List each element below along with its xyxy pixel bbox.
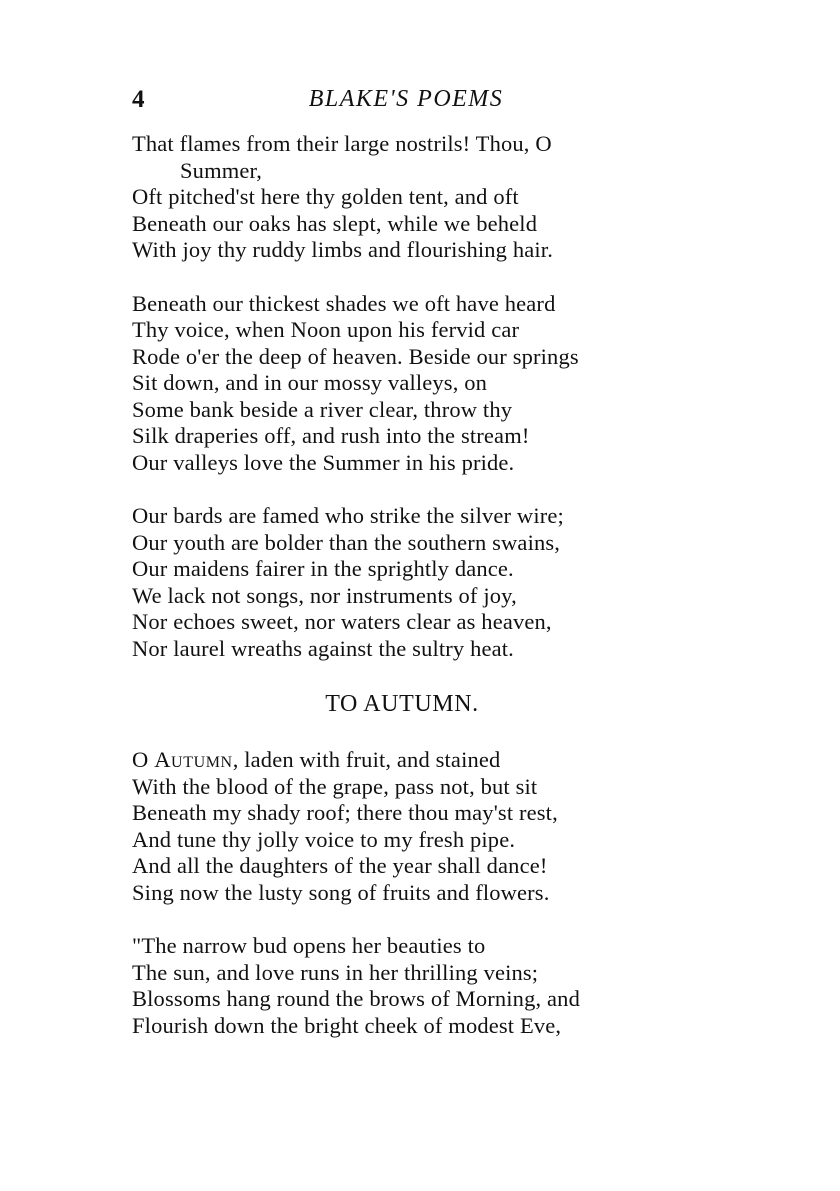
stanza-summer-3	[132, 503, 692, 662]
page-number: 4	[132, 86, 145, 113]
poem-line: Some bank beside a river clear, throw thy	[132, 396, 513, 422]
poem-line: Our valleys love the Summer in his pride.	[132, 449, 515, 475]
poem-line: Beneath my shady roof; there thou may'st rest,	[132, 800, 558, 825]
poem-line: Beneath our oaks has slept, while we beheld	[132, 210, 538, 236]
poem-line: The sun, and love runs in her thrilling veins;	[132, 959, 539, 985]
poem-line	[132, 747, 692, 774]
stanza-summer-1	[132, 131, 692, 264]
stanza-autumn-1	[132, 747, 692, 906]
poem-line: Our maidens fairer in the sprightly dance.	[132, 556, 514, 581]
poem-line: Summer,	[180, 157, 263, 183]
poem-line: Sit down, and in our mossy valleys, on	[132, 370, 488, 395]
poem-line: Oft pitched'st here thy golden tent, and oft	[132, 184, 519, 209]
line-open: O	[132, 747, 155, 772]
poem-line: And all the daughters of the year shall dance!	[132, 853, 548, 878]
page-header	[132, 86, 680, 120]
stanza-summer-2	[132, 291, 692, 477]
stanza-autumn-2	[132, 933, 692, 1039]
poem-line: And tune thy jolly voice to my fresh pipe.	[132, 826, 516, 852]
poem-line: With joy thy ruddy limbs and flourishing hair.	[132, 237, 553, 262]
smallcaps-word: Autumn	[154, 747, 233, 772]
section-title: TO AUTUMN.	[325, 691, 479, 717]
poem-line: Nor echoes sweet, nor waters clear as heaven,	[132, 609, 552, 634]
poem-line: Blossoms hang round the brows of Morning, and	[132, 986, 580, 1011]
poem-line: Our bards are famed who strike the silver wire;	[132, 503, 564, 528]
poem-line: "The narrow bud opens her beauties to	[132, 933, 486, 958]
poem-line: Thy voice, when Noon upon his fervid car	[132, 317, 520, 342]
poem-line: That flames from their large nostrils! Thou, O	[132, 131, 552, 156]
poem-line: Sing now the lusty song of fruits and flowers.	[132, 879, 550, 905]
poem-line: Nor laurel wreaths against the sultry heat.	[132, 635, 514, 661]
poem-body	[132, 131, 692, 1066]
poem-line: Flourish down the bright cheek of modest Eve,	[132, 1012, 562, 1038]
poem-line: Beneath our thickest shades we oft have heard	[132, 290, 556, 316]
line-rest: , laden with fruit, and stained	[232, 747, 501, 772]
poem-line: We lack not songs, nor instruments of joy,	[132, 582, 517, 608]
poem-line: Our youth are bolder than the southern swains,	[132, 529, 561, 555]
running-title: BLAKE'S POEMS	[308, 86, 504, 112]
poem-line: Rode o'er the deep of heaven. Beside our springs	[132, 343, 579, 369]
poem-line: Silk draperies off, and rush into the stream!	[132, 423, 530, 448]
poem-line: With the blood of the grape, pass not, but sit	[132, 773, 538, 799]
